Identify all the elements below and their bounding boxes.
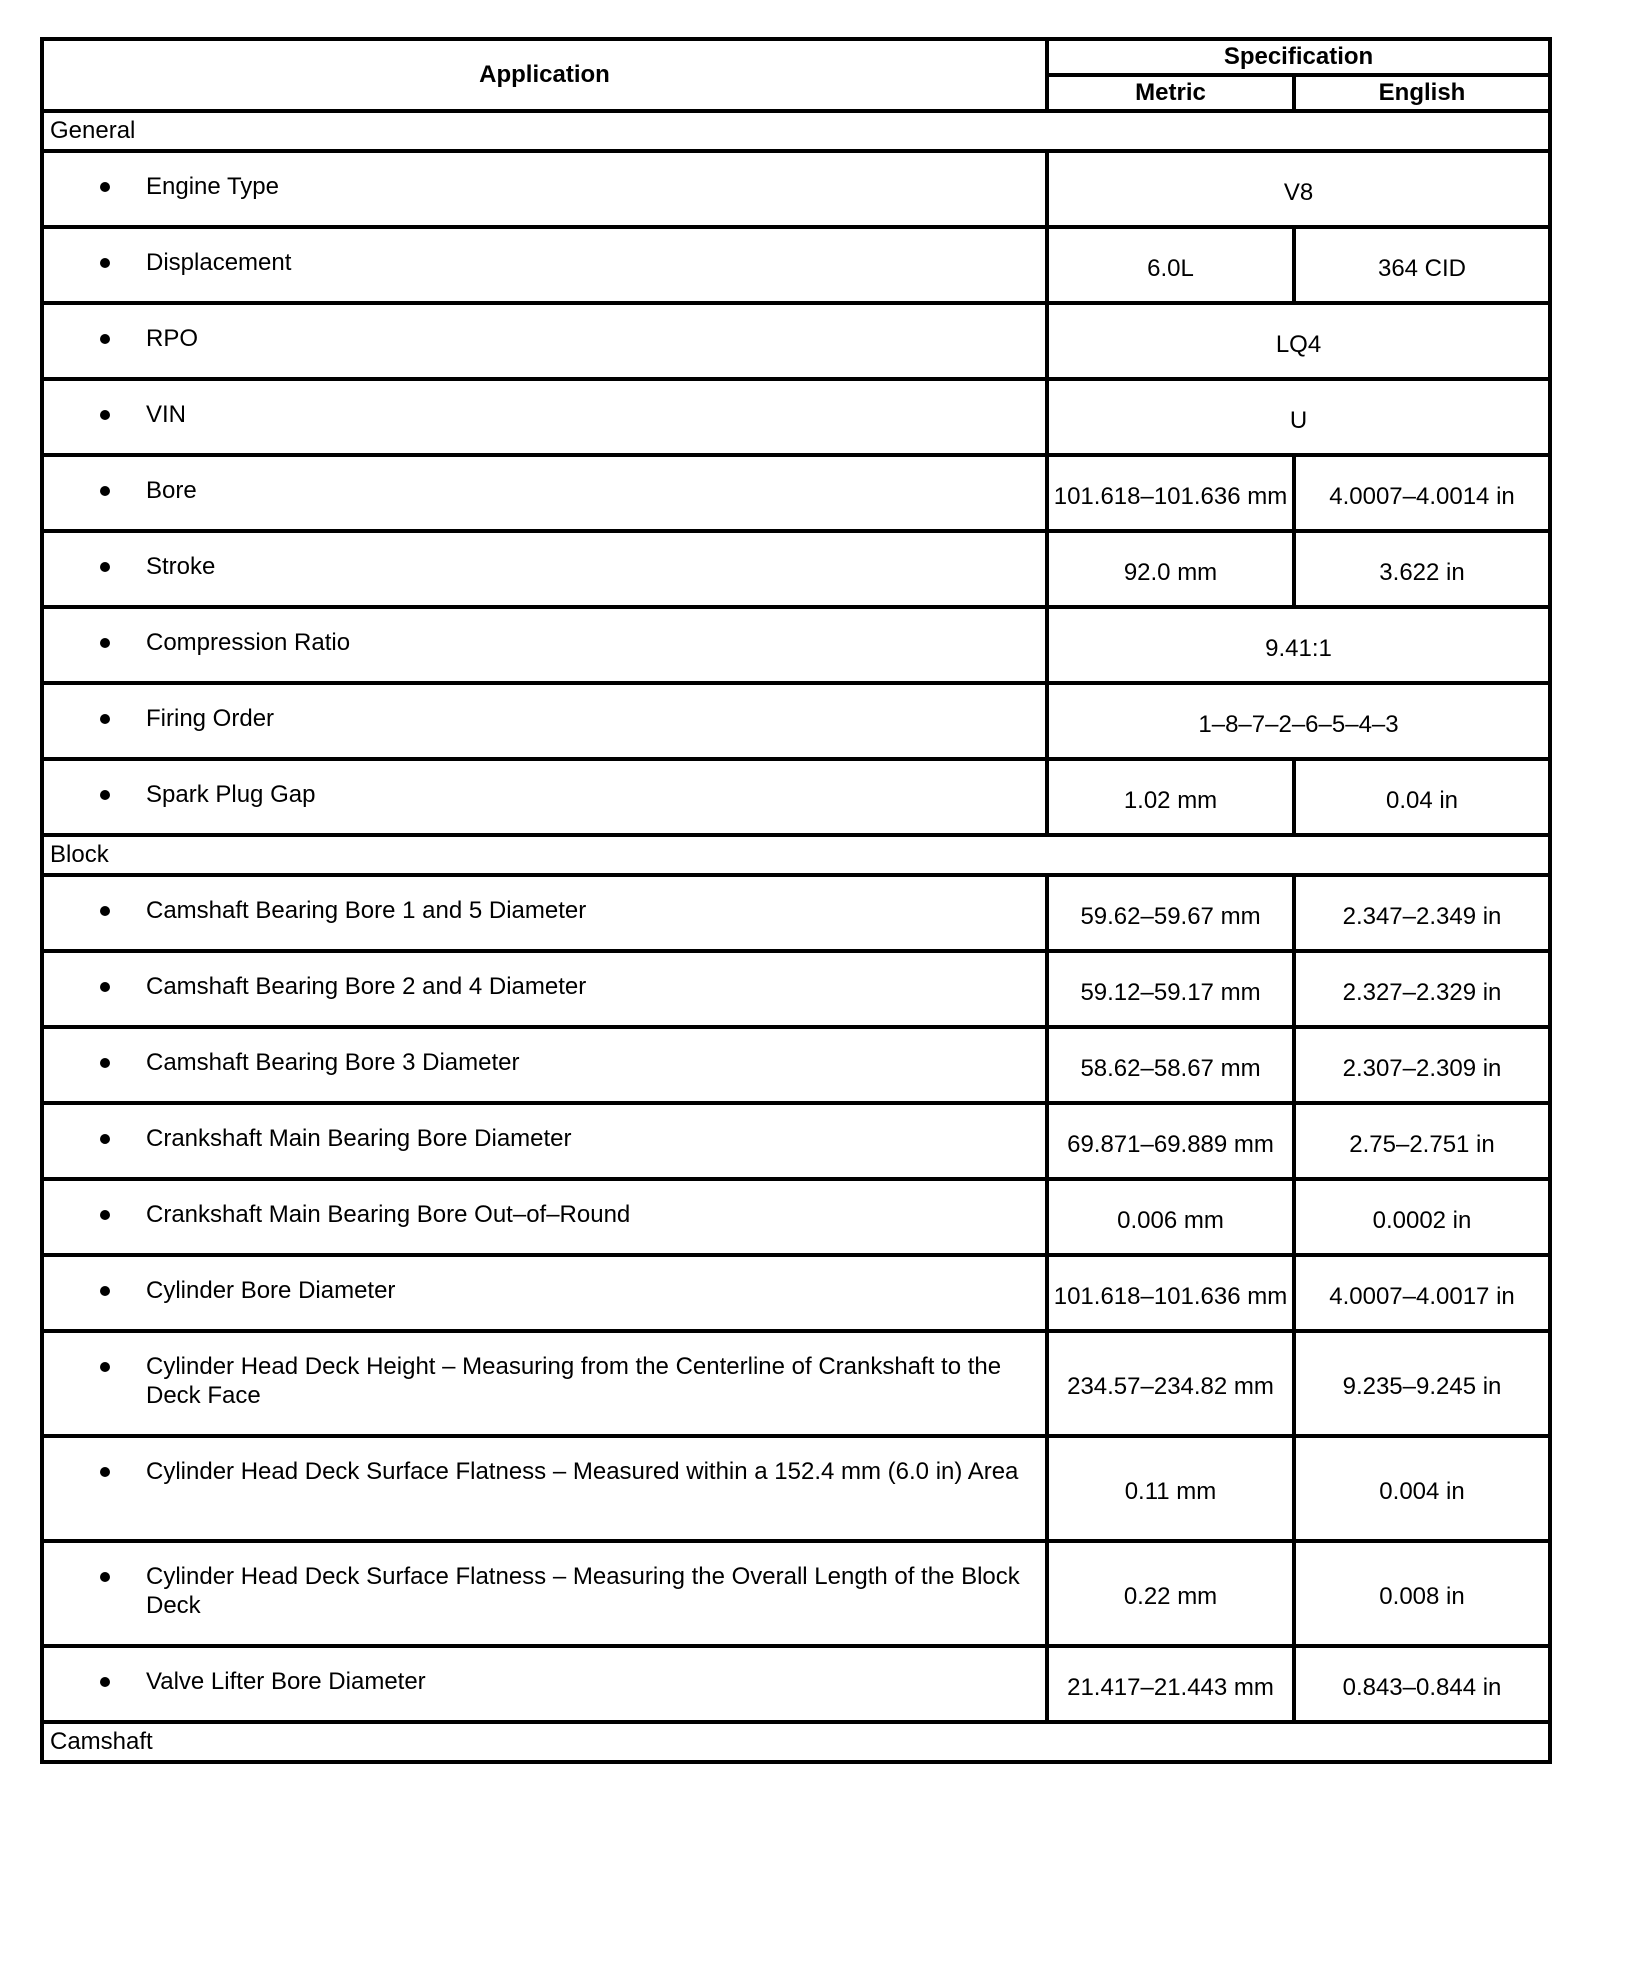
bullet-icon	[44, 248, 146, 277]
table-row	[42, 1436, 1550, 1541]
application-label: Valve Lifter Bore Diameter	[146, 1668, 426, 1695]
table-row	[42, 227, 1550, 303]
english-value: 0.004 in	[1294, 1436, 1550, 1541]
metric-value: 0.22 mm	[1047, 1541, 1294, 1646]
table-row	[42, 1027, 1550, 1103]
bullet-icon	[44, 1200, 146, 1229]
application-label: Cylinder Head Deck Surface Flatness – Measuring the Overall Length of the Block Deck	[146, 1563, 1020, 1619]
metric-value: 0.11 mm	[1047, 1436, 1294, 1541]
application-label: RPO	[146, 325, 199, 352]
bullet-icon	[44, 324, 146, 353]
application-cell	[42, 531, 1047, 607]
metric-value: 101.618–101.636 mm	[1047, 1255, 1294, 1331]
english-value: 0.0002 in	[1294, 1179, 1550, 1255]
specifications-table	[40, 37, 1552, 1764]
application-label: Firing Order	[146, 705, 275, 732]
table-row	[42, 1179, 1550, 1255]
specification-value: 1–8–7–2–6–5–4–3	[1047, 683, 1550, 759]
application-cell	[42, 151, 1047, 227]
metric-value: 21.417–21.443 mm	[1047, 1646, 1294, 1722]
english-header: English	[1294, 75, 1550, 111]
metric-header: Metric	[1047, 75, 1294, 111]
application-label: Compression Ratio	[146, 629, 351, 656]
application-cell	[42, 875, 1047, 951]
bullet-icon	[44, 628, 146, 657]
table-row	[42, 951, 1550, 1027]
bullet-icon	[44, 1667, 146, 1696]
english-value: 9.235–9.245 in	[1294, 1331, 1550, 1436]
section-title: Camshaft	[42, 1722, 1550, 1762]
table-row	[42, 303, 1550, 379]
application-label: Bore	[146, 477, 197, 504]
english-value: 2.75–2.751 in	[1294, 1103, 1550, 1179]
table-row	[42, 455, 1550, 531]
application-cell	[42, 379, 1047, 455]
metric-value: 59.62–59.67 mm	[1047, 875, 1294, 951]
application-cell	[42, 1541, 1047, 1646]
table-row	[42, 1646, 1550, 1722]
section-row	[42, 111, 1550, 151]
metric-value: 69.871–69.889 mm	[1047, 1103, 1294, 1179]
application-cell	[42, 227, 1047, 303]
metric-value: 0.006 mm	[1047, 1179, 1294, 1255]
application-cell	[42, 951, 1047, 1027]
english-value: 0.008 in	[1294, 1541, 1550, 1646]
english-value: 4.0007–4.0017 in	[1294, 1255, 1550, 1331]
application-label: Camshaft Bearing Bore 3 Diameter	[146, 1049, 520, 1076]
english-value: 2.347–2.349 in	[1294, 875, 1550, 951]
table-row	[42, 1541, 1550, 1646]
english-value: 2.327–2.329 in	[1294, 951, 1550, 1027]
application-label: Displacement	[146, 249, 292, 276]
application-cell	[42, 303, 1047, 379]
table-row	[42, 151, 1550, 227]
bullet-icon	[44, 896, 146, 925]
specification-header: Specification	[1047, 39, 1550, 75]
application-label: Crankshaft Main Bearing Bore Diameter	[146, 1125, 572, 1152]
specification-value: LQ4	[1047, 303, 1550, 379]
metric-value: 92.0 mm	[1047, 531, 1294, 607]
application-label: Cylinder Head Deck Height – Measuring from the Centerline of Crankshaft to the Deck Face	[146, 1353, 1002, 1409]
bullet-icon	[44, 172, 146, 201]
application-cell	[42, 1255, 1047, 1331]
specification-value: 9.41:1	[1047, 607, 1550, 683]
metric-value: 59.12–59.17 mm	[1047, 951, 1294, 1027]
bullet-icon	[44, 1048, 146, 1077]
english-value: 364 CID	[1294, 227, 1550, 303]
english-value: 3.622 in	[1294, 531, 1550, 607]
application-cell	[42, 1103, 1047, 1179]
section-title: General	[42, 111, 1550, 151]
application-cell	[42, 759, 1047, 835]
application-label: Stroke	[146, 553, 216, 580]
table-row	[42, 379, 1550, 455]
table-row	[42, 1331, 1550, 1436]
section-row	[42, 1722, 1550, 1762]
section-row	[42, 835, 1550, 875]
application-cell	[42, 1646, 1047, 1722]
application-cell	[42, 455, 1047, 531]
application-cell	[42, 607, 1047, 683]
bullet-icon	[44, 400, 146, 429]
bullet-icon	[44, 1276, 146, 1305]
bullet-icon	[44, 972, 146, 1001]
application-label: Camshaft Bearing Bore 1 and 5 Diameter	[146, 897, 587, 924]
application-label: Engine Type	[146, 173, 279, 200]
table-row	[42, 531, 1550, 607]
application-cell	[42, 683, 1047, 759]
metric-value: 1.02 mm	[1047, 759, 1294, 835]
bullet-icon	[44, 1457, 146, 1486]
application-label: Cylinder Head Deck Surface Flatness – Measured within a 152.4 mm (6.0 in) Area	[146, 1458, 1019, 1485]
specifications-body	[42, 111, 1550, 1762]
application-cell	[42, 1179, 1047, 1255]
metric-value: 58.62–58.67 mm	[1047, 1027, 1294, 1103]
specification-value: V8	[1047, 151, 1550, 227]
application-cell	[42, 1027, 1047, 1103]
metric-value: 6.0L	[1047, 227, 1294, 303]
metric-value: 234.57–234.82 mm	[1047, 1331, 1294, 1436]
english-value: 0.04 in	[1294, 759, 1550, 835]
english-value: 2.307–2.309 in	[1294, 1027, 1550, 1103]
application-label: Spark Plug Gap	[146, 781, 316, 808]
specification-value: U	[1047, 379, 1550, 455]
application-label: VIN	[146, 401, 187, 428]
application-label: Cylinder Bore Diameter	[146, 1277, 396, 1304]
table-row	[42, 683, 1550, 759]
bullet-icon	[44, 704, 146, 733]
bullet-icon	[44, 1124, 146, 1153]
application-cell	[42, 1436, 1047, 1541]
table-row	[42, 1255, 1550, 1331]
metric-value: 101.618–101.636 mm	[1047, 455, 1294, 531]
table-row	[42, 759, 1550, 835]
application-cell	[42, 1331, 1047, 1436]
english-value: 4.0007–4.0014 in	[1294, 455, 1550, 531]
table-row	[42, 875, 1550, 951]
bullet-icon	[44, 1562, 146, 1591]
table-row	[42, 1103, 1550, 1179]
bullet-icon	[44, 552, 146, 581]
section-title: Block	[42, 835, 1550, 875]
bullet-icon	[44, 780, 146, 809]
application-label: Camshaft Bearing Bore 2 and 4 Diameter	[146, 973, 587, 1000]
application-label: Crankshaft Main Bearing Bore Out–of–Round	[146, 1201, 631, 1228]
table-row	[42, 607, 1550, 683]
english-value: 0.843–0.844 in	[1294, 1646, 1550, 1722]
bullet-icon	[44, 476, 146, 505]
application-header: Application	[42, 39, 1047, 111]
bullet-icon	[44, 1352, 146, 1381]
